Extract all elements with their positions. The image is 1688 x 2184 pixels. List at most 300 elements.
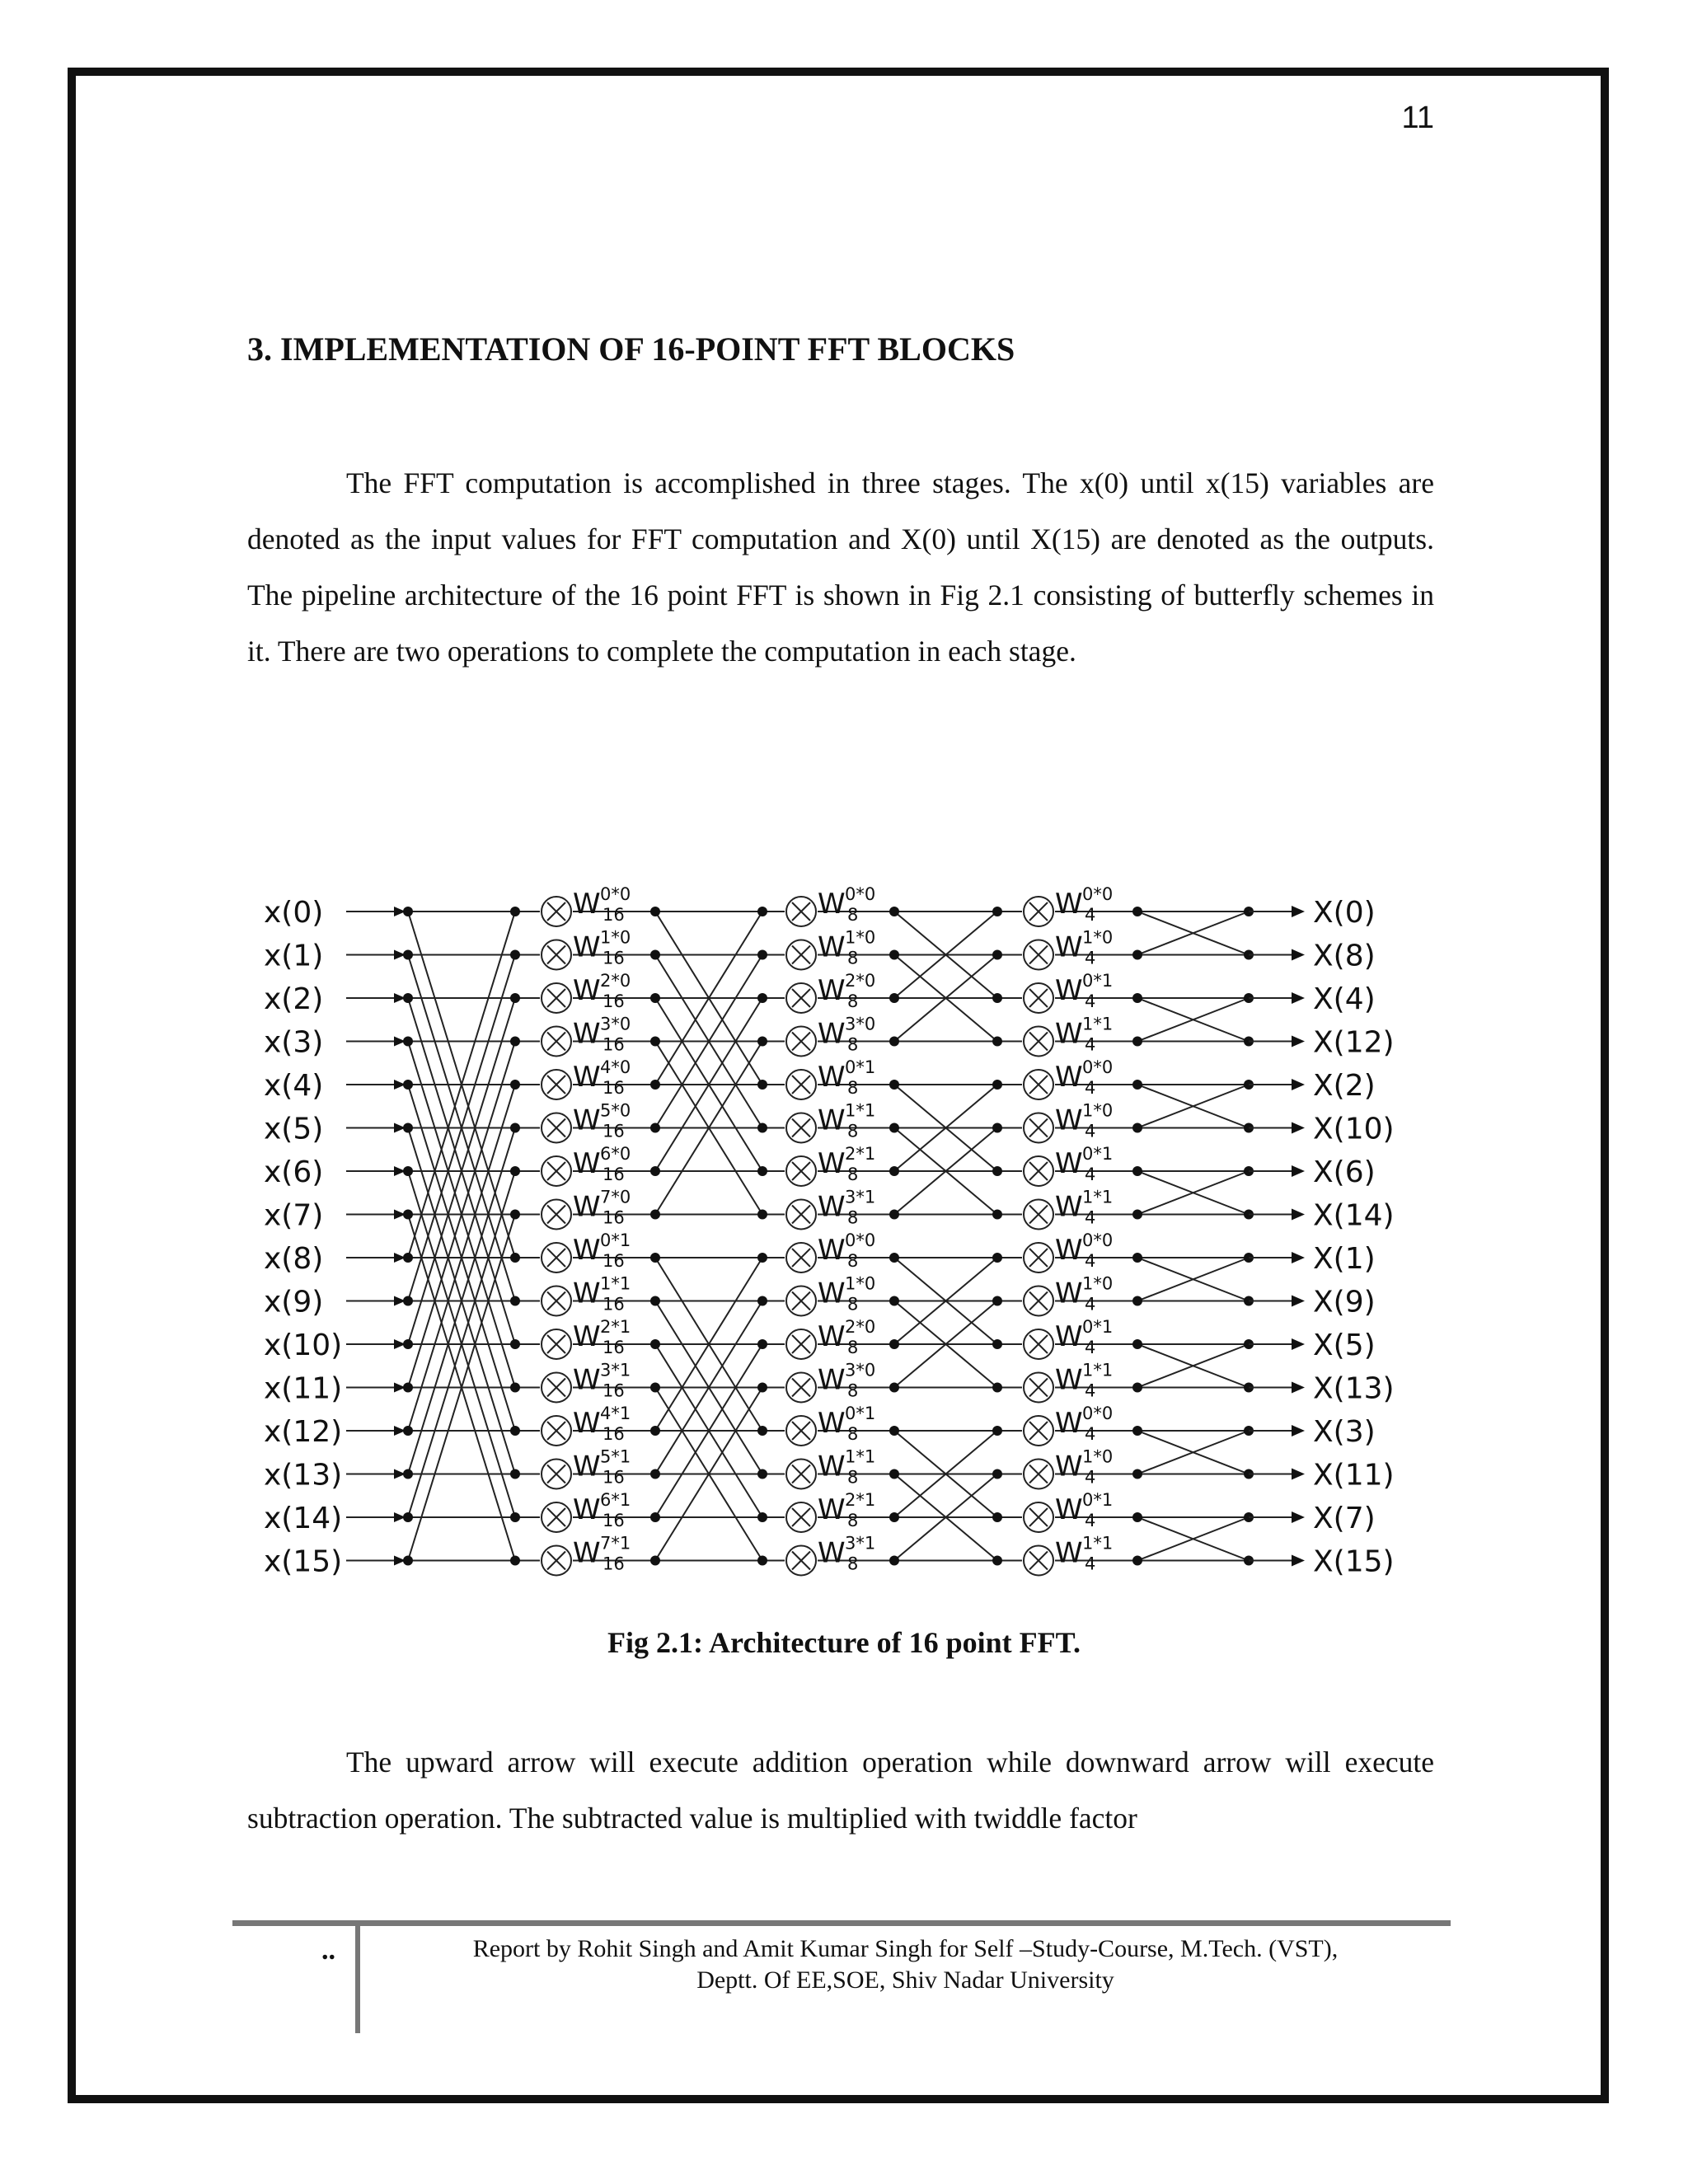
- twiddle-exponent: 1*0: [600, 927, 631, 948]
- twiddle-size: 16: [603, 1078, 625, 1098]
- twiddle-size: 8: [847, 1078, 859, 1098]
- node-dot: [510, 1296, 520, 1306]
- node-dot: [889, 1080, 899, 1090]
- node-dot: [757, 1296, 767, 1306]
- intro-paragraph-text: The FFT computation is accomplished in three stages. The x(0) until x(15) variables are denoted as the input values for FFT computation and X(0) until X(15) are denoted as the outputs. The pipeline architecture of the 16 point FFT is shown in Fig 2.1 consisting of butterfly schemes in it. There are two operations to complete the computation in each stage.: [247, 466, 1434, 668]
- input-label: x(8): [264, 1242, 324, 1276]
- node-dot: [1132, 1037, 1142, 1047]
- twiddle-base: W: [818, 1234, 846, 1267]
- node-dot: [992, 1556, 1002, 1566]
- node-dot: [992, 1210, 1002, 1220]
- twiddle-size: 16: [603, 948, 625, 968]
- input-label: x(7): [264, 1198, 324, 1233]
- node-dot: [650, 993, 660, 1003]
- twiddle-size: 8: [847, 1424, 859, 1444]
- twiddle-base: W: [1055, 888, 1083, 921]
- twiddle-base: W: [573, 1017, 601, 1051]
- node-dot: [650, 1512, 660, 1522]
- twiddle-size: 8: [847, 1034, 859, 1055]
- twiddle-base: W: [1055, 930, 1083, 964]
- twiddle-exponent: 0*1: [1082, 1144, 1114, 1164]
- node-dot: [403, 1210, 413, 1220]
- node-dot: [889, 1210, 899, 1220]
- twiddle-size: 4: [1085, 1467, 1096, 1488]
- twiddle-exponent: 4*0: [600, 1057, 631, 1077]
- node-dot: [650, 1080, 660, 1090]
- twiddle-base: W: [573, 1536, 601, 1570]
- output-arrowhead: [1292, 1036, 1305, 1047]
- twiddle-size: 4: [1085, 1380, 1096, 1401]
- twiddle-exponent: 0*0: [845, 884, 876, 904]
- twiddle-base: W: [573, 1277, 601, 1310]
- node-dot: [757, 907, 767, 916]
- input-label: x(12): [264, 1415, 343, 1449]
- node-dot: [757, 1469, 767, 1479]
- node-dot: [650, 907, 660, 916]
- node-dot: [403, 1037, 413, 1047]
- node-dot: [403, 1426, 413, 1436]
- node-dot: [403, 1469, 413, 1479]
- body-paragraph-text: The upward arrow will execute addition operation while downward arrow will execute subtraction operation. The subtracted value is multiplied with twiddle factor: [247, 1746, 1434, 1835]
- node-dot: [1132, 1469, 1142, 1479]
- output-label: X(15): [1313, 1544, 1395, 1579]
- input-label: x(5): [264, 1112, 324, 1146]
- footer-text: [360, 1933, 1451, 1996]
- footer-marker: ..: [321, 1935, 335, 1966]
- twiddle-size: 16: [603, 1424, 625, 1444]
- twiddle-exponent: 6*1: [600, 1490, 631, 1510]
- twiddle-exponent: 0*0: [600, 884, 631, 904]
- node-dot: [1132, 907, 1142, 916]
- output-arrowhead: [1292, 1469, 1305, 1480]
- twiddle-base: W: [1055, 1536, 1083, 1570]
- twiddle-size: 8: [847, 1207, 859, 1228]
- twiddle-size: 16: [603, 1554, 625, 1574]
- node-dot: [403, 1556, 413, 1566]
- node-dot: [757, 1383, 767, 1393]
- twiddle-base: W: [1055, 1104, 1083, 1137]
- twiddle-size: 4: [1085, 905, 1096, 925]
- node-dot: [757, 1166, 767, 1176]
- twiddle-size: 8: [847, 1165, 859, 1184]
- node-dot: [1132, 1253, 1142, 1263]
- twiddle-exponent: 0*1: [1082, 1490, 1114, 1510]
- twiddle-size: 4: [1085, 1121, 1096, 1141]
- output-arrowhead: [1292, 1079, 1305, 1090]
- twiddle-size: 4: [1085, 1554, 1096, 1574]
- twiddle-size: 16: [603, 1251, 625, 1271]
- twiddle-base: W: [1055, 1017, 1083, 1051]
- output-arrowhead: [1292, 1165, 1305, 1177]
- node-dot: [1132, 1556, 1142, 1566]
- node-dot: [403, 1080, 413, 1090]
- node-dot: [510, 1080, 520, 1090]
- node-dot: [650, 1296, 660, 1306]
- section-heading: 3. IMPLEMENTATION OF 16-POINT FFT BLOCKS: [247, 330, 1015, 368]
- twiddle-base: W: [818, 1277, 846, 1310]
- twiddle-size: 4: [1085, 1078, 1096, 1098]
- node-dot: [650, 1037, 660, 1047]
- node-dot: [650, 1253, 660, 1263]
- footer-line-2: Deptt. Of EE,SOE, Shiv Nadar University: [696, 1966, 1114, 1994]
- output-arrowhead: [1292, 1209, 1305, 1221]
- output-label: X(2): [1313, 1069, 1376, 1103]
- output-arrowhead: [1292, 1122, 1305, 1134]
- node-dot: [1132, 1383, 1142, 1393]
- node-dot: [992, 1037, 1002, 1047]
- twiddle-exponent: 0*1: [845, 1404, 876, 1423]
- output-arrowhead: [1292, 1338, 1305, 1350]
- node-dot: [889, 1556, 899, 1566]
- intro-paragraph: [247, 455, 1434, 679]
- node-dot: [650, 1426, 660, 1436]
- footer-rule: [232, 1920, 1451, 1926]
- node-dot: [1132, 1512, 1142, 1522]
- twiddle-exponent: 1*0: [845, 1273, 876, 1294]
- node-dot: [992, 1166, 1002, 1176]
- twiddle-base: W: [573, 1363, 601, 1397]
- twiddle-exponent: 2*1: [600, 1317, 631, 1337]
- node-dot: [510, 1166, 520, 1176]
- footer-line-1: Report by Rohit Singh and Amit Kumar Singh for Self –Study-Course, M.Tech. (VST),: [472, 1935, 1339, 1962]
- node-dot: [510, 907, 520, 916]
- node-dot: [757, 950, 767, 960]
- node-dot: [510, 1123, 520, 1133]
- node-dot: [992, 1339, 1002, 1349]
- twiddle-exponent: 6*0: [600, 1144, 631, 1164]
- twiddle-base: W: [573, 1190, 601, 1224]
- twiddle-base: W: [818, 974, 846, 1007]
- node-dot: [510, 1339, 520, 1349]
- twiddle-base: W: [573, 888, 601, 921]
- twiddle-exponent: 0*1: [845, 1057, 876, 1077]
- output-arrowhead: [1292, 1252, 1305, 1263]
- twiddle-base: W: [573, 1493, 601, 1526]
- node-dot: [889, 1123, 899, 1133]
- node-dot: [992, 1080, 1002, 1090]
- node-dot: [1132, 1296, 1142, 1306]
- twiddle-base: W: [1055, 1450, 1083, 1483]
- twiddle-base: W: [573, 1234, 601, 1267]
- node-dot: [992, 1383, 1002, 1393]
- node-dot: [889, 1166, 899, 1176]
- input-label: x(6): [264, 1155, 324, 1189]
- twiddle-size: 4: [1085, 1207, 1096, 1228]
- output-arrowhead: [1292, 906, 1305, 917]
- twiddle-exponent: 2*0: [600, 971, 631, 991]
- page-number: 11: [1401, 101, 1434, 135]
- output-label: X(3): [1313, 1415, 1376, 1449]
- twiddle-exponent: 0*1: [600, 1230, 631, 1250]
- node-dot: [650, 1210, 660, 1220]
- twiddle-exponent: 7*1: [600, 1533, 631, 1554]
- twiddle-exponent: 0*1: [1082, 1317, 1114, 1337]
- twiddle-exponent: 0*0: [1082, 1057, 1114, 1077]
- node-dot: [510, 1037, 520, 1047]
- twiddle-size: 4: [1085, 1251, 1096, 1271]
- twiddle-size: 8: [847, 1554, 859, 1574]
- twiddle-base: W: [573, 974, 601, 1007]
- figure-caption: Fig 2.1: Architecture of 16 point FFT.: [607, 1626, 1081, 1659]
- node-dot: [889, 1296, 899, 1306]
- node-dot: [510, 1210, 520, 1220]
- twiddle-size: 4: [1085, 1165, 1096, 1184]
- node-dot: [510, 993, 520, 1003]
- node-dot: [889, 907, 899, 916]
- twiddle-size: 8: [847, 948, 859, 968]
- node-dot: [650, 1556, 660, 1566]
- output-arrowhead: [1292, 1555, 1305, 1567]
- twiddle-exponent: 1*0: [1082, 1273, 1114, 1294]
- twiddle-size: 4: [1085, 1034, 1096, 1055]
- node-dot: [992, 1296, 1002, 1306]
- twiddle-size: 16: [603, 1467, 625, 1488]
- node-dot: [1132, 950, 1142, 960]
- node-dot: [403, 1296, 413, 1306]
- input-label: x(3): [264, 1025, 324, 1060]
- input-label: x(11): [264, 1371, 343, 1406]
- twiddle-size: 4: [1085, 1511, 1096, 1530]
- node-dot: [757, 1426, 767, 1436]
- twiddle-base: W: [573, 930, 601, 964]
- output-arrowhead: [1292, 1511, 1305, 1523]
- node-dot: [757, 1556, 767, 1566]
- twiddle-size: 16: [603, 1034, 625, 1055]
- twiddle-exponent: 1*0: [1082, 1446, 1114, 1467]
- node-dot: [757, 1080, 767, 1090]
- node-dot: [403, 993, 413, 1003]
- twiddle-exponent: 3*0: [600, 1014, 631, 1034]
- input-label: x(13): [264, 1458, 343, 1493]
- twiddle-base: W: [818, 1493, 846, 1526]
- input-label: x(4): [264, 1069, 324, 1103]
- node-dot: [1132, 1123, 1142, 1133]
- twiddle-base: W: [573, 1450, 601, 1483]
- output-label: X(0): [1313, 896, 1376, 930]
- twiddle-exponent: 3*0: [845, 1014, 876, 1034]
- output-arrowhead: [1292, 949, 1305, 961]
- twiddle-exponent: 1*1: [1082, 1360, 1114, 1380]
- twiddle-size: 4: [1085, 1424, 1096, 1444]
- twiddle-exponent: 1*1: [845, 1446, 876, 1467]
- node-dot: [403, 1512, 413, 1522]
- twiddle-base: W: [818, 930, 846, 964]
- node-dot: [403, 1383, 413, 1393]
- twiddle-base: W: [818, 1017, 846, 1051]
- node-dot: [403, 1253, 413, 1263]
- node-dot: [403, 950, 413, 960]
- output-label: X(13): [1313, 1371, 1395, 1406]
- twiddle-base: W: [818, 1536, 846, 1570]
- node-dot: [889, 1253, 899, 1263]
- twiddle-base: W: [573, 1104, 601, 1137]
- node-dot: [510, 950, 520, 960]
- fft-butterfly-diagram: [247, 857, 1434, 1591]
- twiddle-exponent: 2*0: [845, 971, 876, 991]
- node-dot: [650, 1123, 660, 1133]
- twiddle-exponent: 1*1: [845, 1100, 876, 1121]
- node-dot: [510, 1253, 520, 1263]
- node-dot: [889, 1469, 899, 1479]
- twiddle-size: 8: [847, 1380, 859, 1401]
- twiddle-base: W: [573, 1320, 601, 1353]
- node-dot: [510, 1512, 520, 1522]
- node-dot: [510, 1383, 520, 1393]
- node-dot: [757, 1253, 767, 1263]
- node-dot: [1132, 1080, 1142, 1090]
- twiddle-exponent: 3*1: [600, 1360, 631, 1380]
- node-dot: [510, 1556, 520, 1566]
- twiddle-base: W: [1055, 1061, 1083, 1094]
- twiddle-size: 4: [1085, 1338, 1096, 1357]
- twiddle-exponent: 0*1: [1082, 971, 1114, 991]
- output-arrowhead: [1292, 1425, 1305, 1436]
- twiddle-exponent: 1*1: [1082, 1014, 1114, 1034]
- node-dot: [1132, 1426, 1142, 1436]
- node-dot: [403, 1339, 413, 1349]
- output-arrowhead: [1292, 1382, 1305, 1394]
- output-label: X(7): [1313, 1502, 1376, 1535]
- twiddle-size: 16: [603, 1294, 625, 1315]
- twiddle-size: 16: [603, 1121, 625, 1141]
- node-dot: [650, 1339, 660, 1349]
- twiddle-size: 8: [847, 991, 859, 1011]
- twiddle-base: W: [1055, 1234, 1083, 1267]
- twiddle-size: 4: [1085, 948, 1096, 968]
- twiddle-size: 16: [603, 1380, 625, 1401]
- twiddle-size: 16: [603, 1165, 625, 1184]
- node-dot: [650, 1383, 660, 1393]
- node-dot: [1132, 993, 1142, 1003]
- output-label: X(12): [1313, 1025, 1395, 1060]
- twiddle-base: W: [1055, 1320, 1083, 1353]
- input-label: x(2): [264, 982, 324, 1016]
- twiddle-exponent: 3*0: [845, 1360, 876, 1380]
- twiddle-size: 4: [1085, 991, 1096, 1011]
- output-label: X(14): [1313, 1198, 1395, 1233]
- twiddle-exponent: 2*1: [845, 1144, 876, 1164]
- twiddle-base: W: [1055, 1407, 1083, 1440]
- node-dot: [992, 1426, 1002, 1436]
- twiddle-exponent: 1*0: [845, 927, 876, 948]
- twiddle-size: 8: [847, 1467, 859, 1488]
- twiddle-exponent: 1*1: [1082, 1187, 1114, 1207]
- twiddle-base: W: [1055, 1277, 1083, 1310]
- input-label: x(1): [264, 939, 324, 973]
- twiddle-size: 16: [603, 991, 625, 1011]
- node-dot: [757, 1512, 767, 1522]
- twiddle-exponent: 5*0: [600, 1100, 631, 1121]
- twiddle-exponent: 1*1: [600, 1273, 631, 1294]
- output-arrowhead: [1292, 1296, 1305, 1307]
- node-dot: [992, 1253, 1002, 1263]
- node-dot: [510, 1426, 520, 1436]
- node-dot: [650, 950, 660, 960]
- input-label: x(15): [264, 1544, 343, 1579]
- twiddle-exponent: 2*1: [845, 1490, 876, 1510]
- output-label: X(8): [1313, 939, 1376, 973]
- twiddle-base: W: [818, 1450, 846, 1483]
- output-label: X(5): [1313, 1329, 1376, 1362]
- node-dot: [889, 1037, 899, 1047]
- twiddle-base: W: [573, 1147, 601, 1180]
- twiddle-size: 16: [603, 905, 625, 925]
- node-dot: [757, 1037, 767, 1047]
- output-label: X(11): [1313, 1458, 1395, 1493]
- body-paragraph: [247, 1734, 1434, 1846]
- twiddle-base: W: [818, 1147, 846, 1180]
- twiddle-base: W: [1055, 1147, 1083, 1180]
- node-dot: [889, 1383, 899, 1393]
- twiddle-exponent: 5*1: [600, 1446, 631, 1467]
- node-dot: [650, 1469, 660, 1479]
- output-label: X(10): [1313, 1112, 1395, 1146]
- output-label: X(6): [1313, 1155, 1376, 1189]
- node-dot: [992, 950, 1002, 960]
- twiddle-exponent: 1*0: [1082, 1100, 1114, 1121]
- twiddle-base: W: [818, 1320, 846, 1353]
- node-dot: [403, 1123, 413, 1133]
- input-label: x(9): [264, 1285, 324, 1319]
- twiddle-exponent: 0*0: [845, 1230, 876, 1250]
- twiddle-size: 8: [847, 1338, 859, 1357]
- twiddle-exponent: 7*0: [600, 1187, 631, 1207]
- node-dot: [1132, 1339, 1142, 1349]
- twiddle-base: W: [818, 1190, 846, 1224]
- node-dot: [757, 993, 767, 1003]
- output-label: X(4): [1313, 982, 1376, 1016]
- twiddle-base: W: [818, 1407, 846, 1440]
- twiddle-size: 8: [847, 1121, 859, 1141]
- twiddle-base: W: [1055, 974, 1083, 1007]
- twiddle-base: W: [573, 1407, 601, 1440]
- twiddle-base: W: [1055, 1493, 1083, 1526]
- twiddle-exponent: 2*0: [845, 1317, 876, 1337]
- twiddle-size: 8: [847, 1251, 859, 1271]
- output-label: X(1): [1313, 1242, 1376, 1276]
- node-dot: [403, 1166, 413, 1176]
- twiddle-size: 8: [847, 1294, 859, 1315]
- twiddle-exponent: 0*0: [1082, 1230, 1114, 1250]
- output-label: X(9): [1313, 1285, 1376, 1319]
- input-label: x(0): [264, 896, 324, 930]
- node-dot: [1132, 1166, 1142, 1176]
- node-dot: [889, 993, 899, 1003]
- twiddle-size: 8: [847, 905, 859, 925]
- twiddle-size: 16: [603, 1207, 625, 1228]
- node-dot: [889, 1339, 899, 1349]
- twiddle-base: W: [1055, 1363, 1083, 1397]
- node-dot: [992, 1512, 1002, 1522]
- twiddle-base: W: [818, 1104, 846, 1137]
- twiddle-exponent: 1*0: [1082, 927, 1114, 948]
- node-dot: [757, 1210, 767, 1220]
- twiddle-size: 16: [603, 1338, 625, 1357]
- node-dot: [403, 907, 413, 916]
- node-dot: [1132, 1210, 1142, 1220]
- node-dot: [992, 1469, 1002, 1479]
- output-arrowhead: [1292, 992, 1305, 1004]
- node-dot: [650, 1166, 660, 1176]
- input-label: x(14): [264, 1502, 343, 1535]
- node-dot: [757, 1339, 767, 1349]
- node-dot: [992, 1123, 1002, 1133]
- node-dot: [510, 1469, 520, 1479]
- node-dot: [992, 993, 1002, 1003]
- twiddle-exponent: 4*1: [600, 1404, 631, 1423]
- twiddle-size: 16: [603, 1511, 625, 1530]
- input-label: x(10): [264, 1329, 343, 1362]
